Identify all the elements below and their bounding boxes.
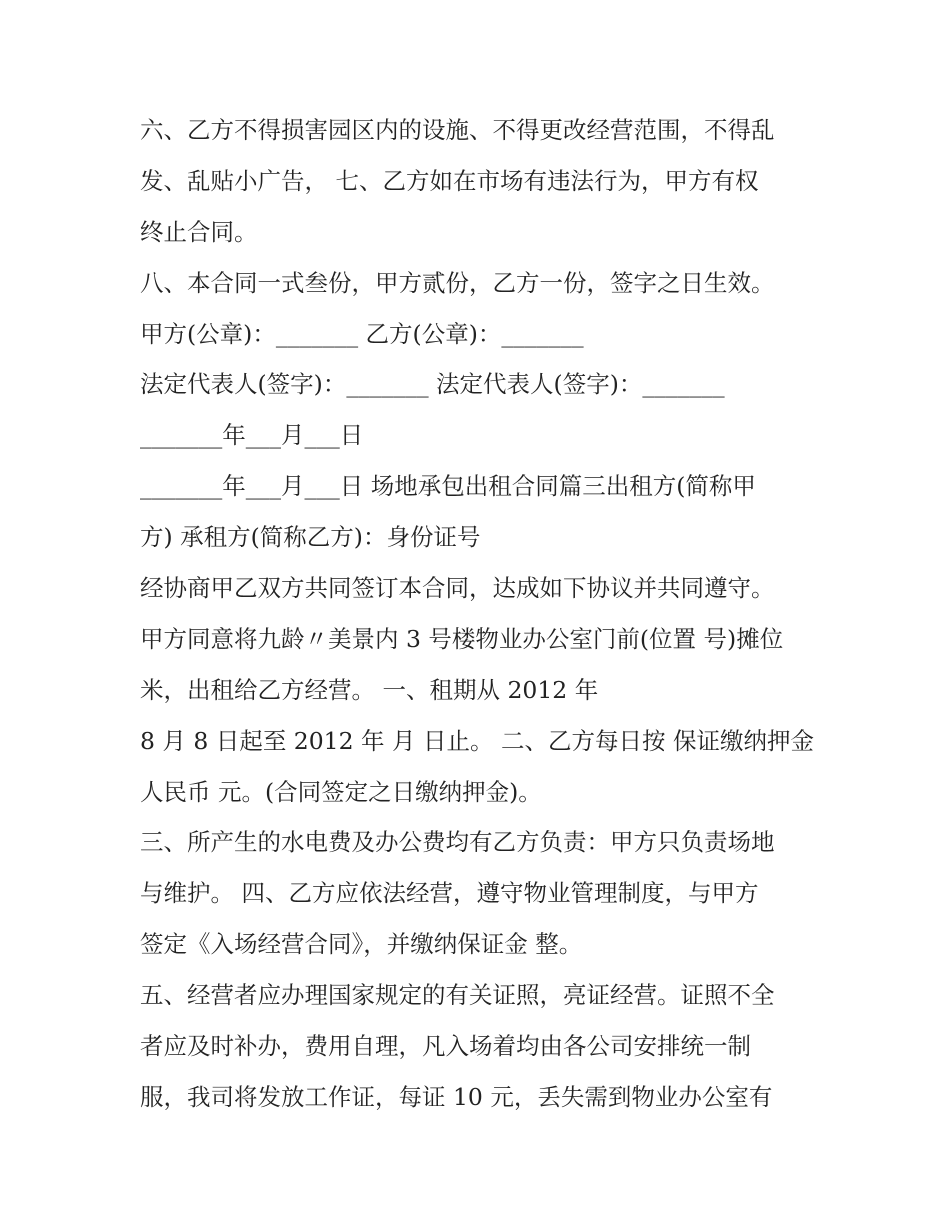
text-line: 签定《入场经营合同》，并缴纳保证金 整。 bbox=[140, 930, 583, 959]
text-line: 甲方同意将九龄〃美景内 3 号楼物业办公室门前(位置 号)摊位 bbox=[140, 624, 784, 653]
text-line: 五、经营者应办理国家规定的有关证照，亮证经营。证照不全 bbox=[140, 981, 775, 1010]
text-line: 与维护。 四、乙方应依法经营，遵守物业管理制度，与甲方 bbox=[140, 879, 759, 908]
text-line: 人民币 元。(合同签定之日缴纳押金)。 bbox=[140, 777, 542, 806]
text-line: 三、所产生的水电费及办公费均有乙方负责：甲方只负责场地 bbox=[140, 828, 775, 857]
text-line: 终止合同。 bbox=[140, 217, 258, 246]
text-line: _______年___月___日 场地承包出租合同篇三出租方(简称甲 bbox=[140, 472, 756, 501]
text-line: 8 月 8 日起至 2012 年 月 日止。 二、乙方每日按 保证缴纳押金 bbox=[140, 726, 814, 755]
text-line: 法定代表人(签字)：_______ 法定代表人(签字)：_______ bbox=[140, 370, 725, 399]
text-line: 米，出租给乙方经营。 一、租期从 2012 年 bbox=[140, 675, 599, 704]
document-body bbox=[140, 105, 820, 1123]
text-line: 经协商甲乙双方共同签订本合同，达成如下协议并共同遵守。 bbox=[140, 574, 775, 603]
text-line: 八、本合同一式叁份，甲方贰份，乙方一份，签字之日生效。 bbox=[140, 268, 775, 297]
text-line: 六、乙方不得损害园区内的设施、不得更改经营范围，不得乱 bbox=[140, 116, 775, 144]
text-line: 服，我司将发放工作证，每证 10 元，丢失需到物业办公室有 bbox=[140, 1082, 773, 1111]
text-line: 甲方(公章)：_______ 乙方(公章)：_______ bbox=[140, 319, 584, 348]
text-line: _______年___月___日 bbox=[140, 421, 364, 450]
text-line: 方) 承租方(简称乙方)：身份证号 bbox=[140, 523, 481, 552]
text-line: 者应及时补办，费用自理，凡入场着均由各公司安排统一制 bbox=[140, 1032, 751, 1061]
text-line: 发、乱贴小广告， 七、乙方如在市场有违法行为，甲方有权 bbox=[140, 166, 759, 195]
